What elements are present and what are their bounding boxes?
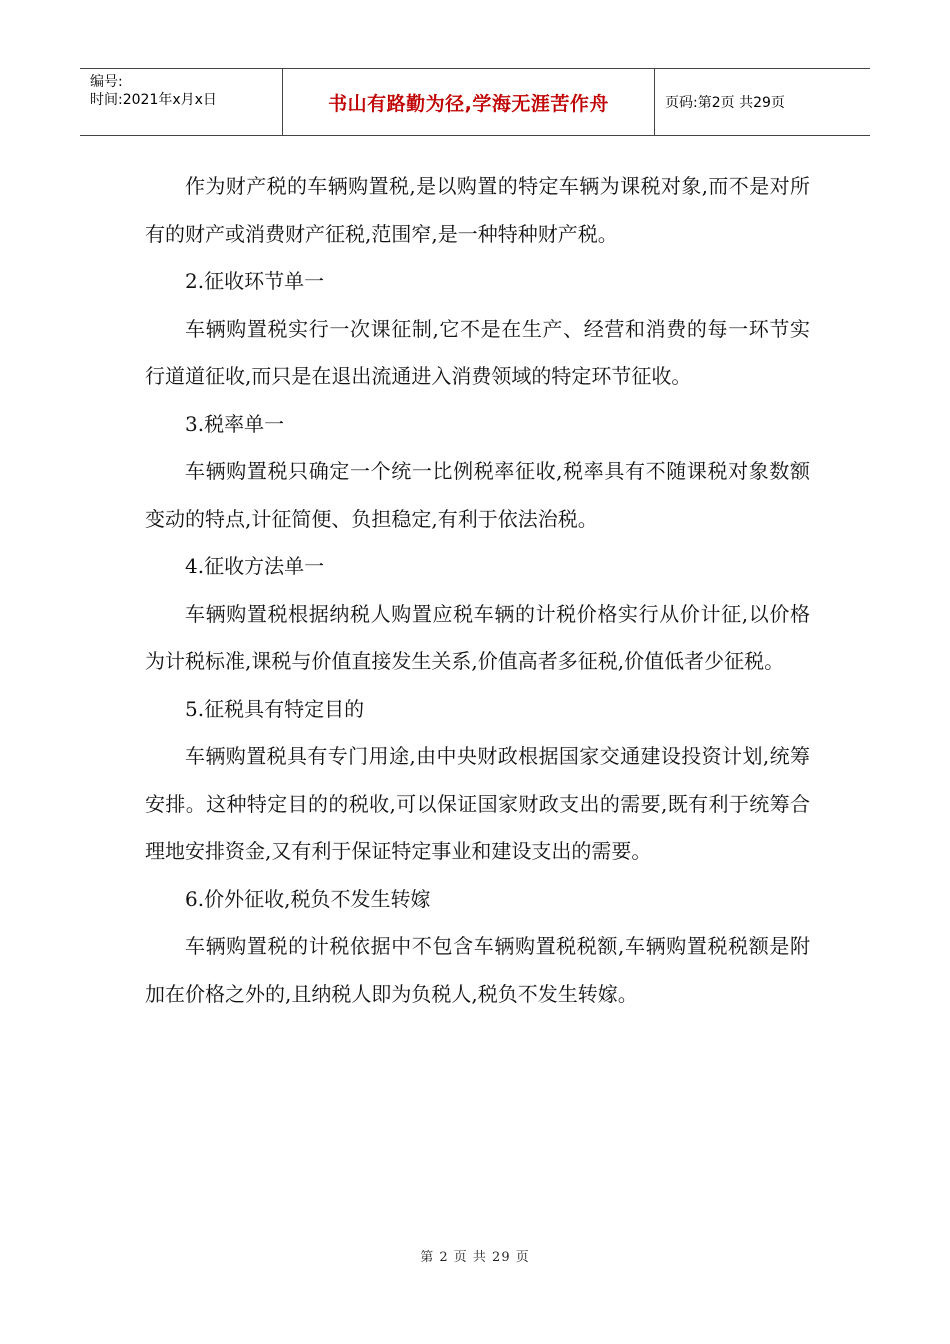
paragraph: 车辆购置税具有专门用途,由中央财政根据国家交通建设投资计划,统筹安排。这种特定目的的税收,可以保证国家财政支出的需要,既有利于统筹合理地安排资金,又有利于保证特定事业和建设支出的需要。 [145,744,810,863]
header-meta [80,69,283,135]
paragraph: 车辆购置税只确定一个统一比例税率征收,税率具有不随课税对象数额变动的特点,计征简便、负担稳定,有利于依法治税。 [145,459,810,531]
paragraph: 车辆购置税实行一次课征制,它不是在生产、经营和消费的每一环节实行道道征收,而只是在退出流通进入消费领域的特定环节征收。 [145,316,810,388]
paragraph: 作为财产税的车辆购置税,是以购置的特定车辆为课税对象,而不是对所有的财产或消费财产征税,范围窄,是一种特种财产税。 [145,174,810,246]
date-label: 时间:2021年x月x日 [90,92,217,108]
section-heading: 4.征收方法单一 [185,554,325,578]
document-body [145,163,810,1018]
page-footer: 第 2 页 共 29 页 [420,1250,530,1265]
section-heading: 3.税率单一 [185,411,285,436]
paragraph: 车辆购置税根据纳税人购置应税车辆的计税价格实行从价计征,以价格为计税标准,课税与价值直接发生关系,价值高者多征税,价值低者少征税。 [145,601,810,673]
header-motto: 书山有路勤为径,学海无涯苦作舟 [283,69,655,135]
section-heading: 2.征收环节单一 [185,269,325,293]
document-header [80,68,870,136]
section-heading: 6.价外征收,税负不发生转嫁 [185,886,431,911]
section-heading: 5.征税具有特定目的 [185,696,365,721]
number-label: 编号: [90,74,123,90]
paragraph: 车辆购置税的计税依据中不包含车辆购置税税额,车辆购置税税额是附加在价格之外的,且纳税人即为负税人,税负不发生转嫁。 [145,934,810,1006]
header-page-info: 页码:第2页 共29页 [665,95,785,111]
